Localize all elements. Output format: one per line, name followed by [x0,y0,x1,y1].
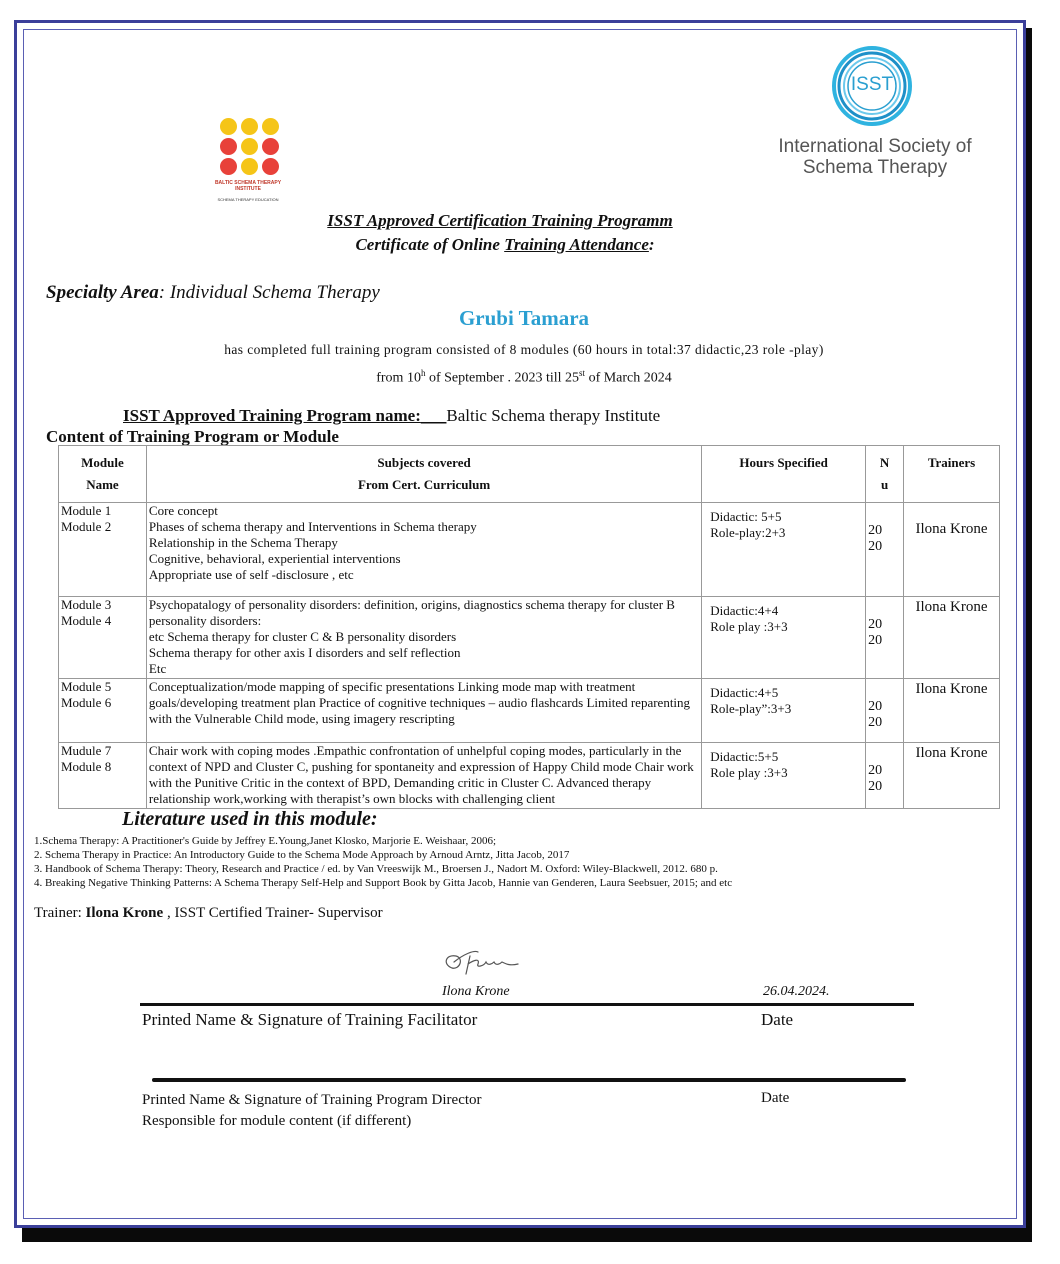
header-hours [702,446,866,503]
header-n-line1: N [879,455,890,470]
literature-title: Literature used in this module: [122,808,378,830]
n-cell [866,679,904,743]
n-cell-line: 20 [868,715,883,730]
director-signature-line [152,1078,906,1082]
literature-item: 3. Handbook of Schema Therapy: Theory, Research and Practice / ed. by Van Vreeswijk M., Broersen J., Nadort M. Oxford: Wiley-Blackwell, 2012. 680 p. [34,863,718,875]
signature-image [440,946,530,980]
baltic-dot [262,138,279,155]
n-cell [866,743,904,809]
isst-name-line1: International Society of [778,136,972,157]
program-name-blank: ___ [420,406,447,425]
baltic-dot [241,118,258,135]
subjects-cell-line: Cognitive, behavioral, experiential interventions [148,551,401,566]
module-cell-line: Module 5 [61,679,112,694]
subtitle-underlined: Training Attendance [504,235,649,254]
module-cell-line: Module 1 [61,503,112,518]
certificate-title: ISST Approved Certification Training Programm [327,211,673,230]
subjects-cell-line: Conceptualization/mode mapping of specific presentations Linking mode map with treatment goals/developing treatment plan Practice of cognitive techniques – audio flashcards Limited reparenting with the Vulnerable Child mode, using imagery rescripting [148,679,691,726]
module-cell [59,597,147,679]
trainer-cell: Ilona Krone [904,679,1000,743]
literature-item: 4. Breaking Negative Thinking Patterns: A Schema Therapy Self-Help and Support Book by Gitta Jacob, Hannie van Genderen, Laura Seebsuer, 2015; and etc [34,877,733,889]
baltic-logo-text [202,180,294,192]
hours-cell-line: Role play :3+3 [710,619,788,634]
module-cell-line: Module 3 [61,597,112,612]
period-from-sup: h [420,368,426,378]
hours-cell-line: Didactic:4+5 [710,685,779,700]
header-module-line1: Module [81,455,124,470]
subjects-cell-line: Etc [148,661,167,676]
trainer-cell: Ilona Krone [904,743,1000,809]
baltic-institute-logo [198,104,308,210]
baltic-dot [262,118,279,135]
hours-cell-line: Didactic:4+4 [710,603,779,618]
module-cell [59,503,147,597]
trainer-cell: Ilona Krone [904,503,1000,597]
header-subjects [146,446,701,503]
baltic-dot [241,138,258,155]
baltic-dot [241,158,258,175]
program-name-label: ISST Approved Training Program name: [123,406,421,425]
module-cell [59,743,147,809]
subtitle-suffix: : [648,235,655,254]
content-title: Content of Training Program or Module [46,427,339,446]
header-n [866,446,904,503]
completion-statement: has completed full training program consisted of 8 modules (60 hours in total:37 didactic,23 role -play) [224,342,824,357]
hours-cell [702,597,866,679]
table-row [59,597,1000,679]
hours-cell-line: Role-play:2+3 [710,525,786,540]
table-row [59,679,1000,743]
n-cell-line: 20 [868,779,883,794]
module-cell-line: Module 6 [61,695,112,710]
subjects-cell-line: etc Schema therapy for cluster C & B personality disorders [148,629,457,644]
specialty-label: Specialty Area [46,282,159,303]
subjects-cell-line: Schema therapy for other axis I disorders and self reflection [148,645,461,660]
period-till: of March 2024 [585,370,672,386]
subjects-cell-line: Chair work with coping modes .Empathic confrontation of unhelpful coping modes, particularly in the context of NPD and Cluster C, pushing for spontaneity and expression of Happy Child mode Chair work with the Punitive Critic in the context of BPD, Demanding critic in Cluster C. Advanced therapy relationship work,working with therapist’s own blocks with challenging client [148,743,694,806]
baltic-logo-line2: INSTITUTE [235,186,261,192]
trainer-line [34,905,383,922]
training-period [0,368,1048,387]
hours-cell [702,503,866,597]
period-from: from 10 [376,370,421,386]
n-cell [866,503,904,597]
module-cell [59,679,147,743]
director-date-label: Date [761,1090,790,1106]
subjects-cell-line: Relationship in the Schema Therapy [148,535,338,550]
hours-cell-line: Role play :3+3 [710,765,788,780]
director-label-line1: Printed Name & Signature of Training Program Director [142,1092,482,1108]
isst-full-name [770,136,980,178]
table-row [59,743,1000,809]
baltic-dot [220,138,237,155]
header-subjects-line1: Subjects covered [377,455,471,470]
hours-cell [702,679,866,743]
header-trainers [904,446,1000,503]
facilitator-label: Printed Name & Signature of Training Facilitator [142,1010,478,1029]
n-cell-line: 20 [868,523,883,538]
header-module-line2: Name [86,477,119,492]
modules-table [58,445,1000,809]
baltic-logo-tagline: SCHEMA THERAPY EDUCATION [217,197,279,202]
table-header-row [59,446,1000,503]
n-cell-line: 20 [868,699,883,714]
n-cell-line: 20 [868,539,883,554]
facilitator-signature-line [140,1003,914,1006]
n-cell-line: 20 [868,763,883,778]
subjects-cell [146,679,701,743]
header-n-line2: u [880,477,889,492]
n-cell-line: 20 [868,633,883,648]
header-trainers-text: Trainers [927,455,976,470]
program-name-value: Baltic Schema therapy Institute [446,406,661,425]
literature-list [34,834,732,890]
facilitator-printed-name: Ilona Krone [442,984,510,999]
module-cell-line: Module 4 [61,613,112,628]
director-label-line2: Responsible for module content (if different) [142,1113,412,1129]
baltic-dot [220,118,237,135]
subjects-cell [146,597,701,679]
hours-cell-line: Role-play”:3+3 [710,701,792,716]
subjects-cell-line: Appropriate use of self -disclosure , etc [148,567,354,582]
period-middle: of September . 2023 till 25 [425,370,580,386]
trainer-cell: Ilona Krone [904,597,1000,679]
isst-name-line2: Schema Therapy [802,157,948,178]
baltic-dot [220,158,237,175]
subtitle-prefix: Certificate of Online [355,235,505,254]
table-row [59,503,1000,597]
trainer-line-prefix: Trainer: [34,905,86,921]
n-cell-line: 20 [868,617,883,632]
baltic-logo-line1: BALTIC SCHEMA THERAPY [214,180,282,186]
trainer-line-name: Ilona Krone [85,905,164,921]
isst-logo [770,40,980,190]
trainer-line-suffix: , ISST Certified Trainer- Supervisor [163,905,383,921]
director-label [142,1090,482,1132]
module-cell-line: Mudule 7 [61,743,112,758]
hours-cell [702,743,866,809]
isst-abbr: ISST [850,74,894,95]
specialty-area [46,282,380,304]
subjects-cell-line: Core concept [148,503,218,518]
module-cell-line: Module 2 [61,519,112,534]
subjects-cell-line: Phases of schema therapy and Interventions in Schema therapy [148,519,477,534]
certificate-subtitle [0,235,1010,255]
period-till-sup: st [579,368,586,378]
header-subjects-line2: From Cert. Curriculum [357,477,491,492]
subjects-cell [146,743,701,809]
hours-cell-line: Didactic: 5+5 [710,509,782,524]
hours-cell-line: Didactic:5+5 [710,749,779,764]
subjects-cell-line: Psychopatalogy of personality disorders: definition, origins, diagnostics schema therapy for cluster B personality disorders: [148,597,675,628]
n-cell [866,597,904,679]
student-name: Grubi Tamara [458,306,590,330]
specialty-value: : Individual Schema Therapy [158,282,380,303]
literature-item: 2. Schema Therapy in Practice: An Introductory Guide to the Schema Mode Approach by Arnoud Arntz, Jitta Jacob, 2017 [34,849,570,861]
header-hours-text: Hours Specified [739,455,828,470]
baltic-dot [262,158,279,175]
literature-item: 1.Schema Therapy: A Practitioner's Guide by Jeffrey E.Young,Janet Klosko, Marjorie E. Weishaar, 2006; [34,835,497,847]
facilitator-date-label: Date [761,1010,794,1029]
program-name [123,406,660,426]
module-cell-line: Module 8 [61,759,112,774]
subjects-cell [146,503,701,597]
facilitator-date: 26.04.2024. [763,984,830,999]
header-module [59,446,147,503]
